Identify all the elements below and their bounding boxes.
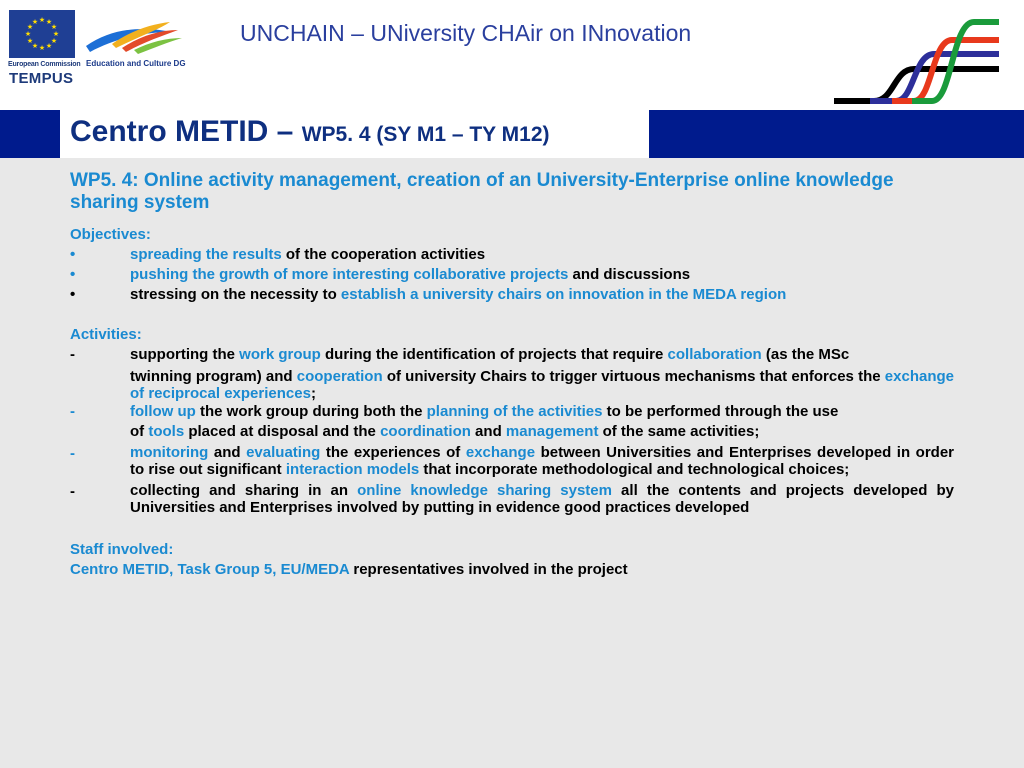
education-culture-dg-caption: Education and Culture DG (86, 59, 186, 68)
education-culture-dg-logo (82, 18, 192, 58)
bullet-marker: • (70, 286, 76, 303)
objective-item: • stressing on the necessity to establish a university chairs on innovation in the MEDA region (70, 286, 787, 303)
header-bar (0, 0, 1024, 110)
wp-heading: WP5. 4: Online activity management, creation of an University-Enterprise online knowledge sharing system (70, 170, 894, 213)
activity-continuation: twinning program) and cooperation of university Chairs to trigger virtuous mechanisms that enforces the exchange of reciprocal experiences; (130, 368, 954, 402)
svg-text:★: ★ (31, 42, 39, 50)
svg-text:★: ★ (24, 30, 32, 38)
svg-text:★: ★ (26, 23, 34, 31)
dash-marker: - (70, 445, 75, 462)
svg-text:★: ★ (50, 37, 58, 45)
slide-title-main: Centro METID – (70, 115, 302, 148)
slide-title-sub: WP5. 4 (SY M1 – TY M12) (301, 123, 550, 146)
objective-item: • spreading the results of the cooperation activities (70, 246, 486, 263)
svg-text:★: ★ (38, 44, 46, 52)
activity-continuation: of tools placed at disposal and the coordination and management of the same activities; (130, 423, 760, 440)
tempus-logo-text: TEMPUS (9, 70, 74, 87)
dash-marker: - (70, 346, 75, 363)
activity-item: - collecting and sharing in an online knowledge sharing system all the contents and projects developed by Universities and Enterprises involved by putting in evidence good practices developed (70, 482, 954, 516)
svg-text:★: ★ (38, 16, 46, 24)
staff-label: Staff involved: (70, 541, 174, 558)
european-commission-caption: European Commission (8, 61, 81, 68)
activities-label: Activities: (70, 326, 142, 343)
activity-item: - monitoring and evaluating the experiences of exchange between Universities and Enterprises developed in order to rise out significant interaction models that incorporate methodological and technological choices; (70, 444, 954, 478)
objective-item: • pushing the growth of more interesting collaborative projects and discussions (70, 266, 691, 283)
svg-text:★: ★ (45, 42, 53, 50)
objectives-label: Objectives: (70, 226, 151, 243)
svg-text:★: ★ (52, 30, 60, 38)
slide-content (70, 170, 954, 580)
header-title: UNCHAIN – UNiversity CHAir on INnovation (240, 20, 692, 46)
slide-title (70, 115, 550, 149)
svg-text:★: ★ (45, 18, 53, 26)
svg-text:★: ★ (26, 37, 34, 45)
bullet-marker: • (70, 246, 76, 263)
bullet-marker: • (70, 266, 76, 283)
dash-marker: - (70, 403, 75, 420)
unchain-logo (834, 14, 999, 106)
staff-text: Centro METID, Task Group 5, EU/MEDA representatives involved in the project (70, 561, 628, 578)
dash-marker: - (70, 483, 75, 500)
svg-text:★: ★ (31, 18, 39, 26)
activity-item: - supporting the work group during the identification of projects that require collaboration (as the MSc (70, 346, 850, 363)
svg-text:★: ★ (50, 23, 58, 31)
eu-flag-logo (9, 10, 75, 58)
activity-item: - follow up the work group during both the planning of the activities to be performed through the use (70, 403, 839, 420)
